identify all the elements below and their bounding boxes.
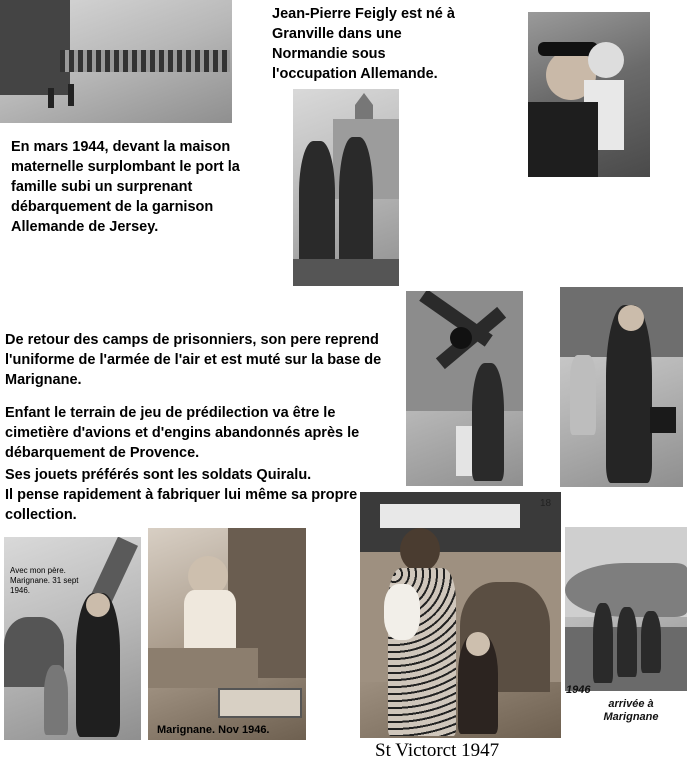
photo-child-sitting-marignane [148, 528, 306, 740]
caption-year-1946: 1946 [566, 684, 591, 696]
photo-propeller-plane [406, 291, 523, 486]
photo-two-german-soldiers [293, 89, 399, 286]
photo-arrival-plane [565, 527, 687, 691]
collection-text: Il pense rapidement à fabriquer lui même sa propre collection. [5, 487, 358, 523]
intro-text: Jean-Pierre Feigly est né à Granville dans une Normandie sous l'occupation Allemande. [272, 6, 455, 82]
photo-with-father-marignane [4, 537, 141, 740]
photo-mother-baby-child: 18 [360, 492, 561, 738]
photo-german-soldiers-parade [0, 0, 232, 123]
mars-1944-text: En mars 1944, devant la maison maternelle surplombant le port la famille subi un surprenant débarquement de la garnison Allemande de Jersey. [11, 139, 240, 235]
photo-officer-walking [560, 287, 683, 487]
caption-avec-pere: Avec mon père. Marignane. 31 sept 1946. [10, 566, 79, 595]
caption-marignane-nov-1946: Marignane. Nov 1946. [157, 724, 270, 736]
caption-st-victoret-1947: St Victorct 1947 [375, 740, 500, 761]
caption-arrivee-marignane: arrivée à Marignane [603, 698, 659, 723]
enfant-text: Enfant le terrain de jeu de prédilection va être le cimetière d'avions et d'engins abandonnés après le débarquement de Provence. [5, 405, 360, 461]
retour-text: De retour des camps de prisonniers, son pere reprend l'uniforme de l'armée de l'air et est muté sur la base de Marignane. [5, 332, 382, 388]
photo-sailor-with-child [528, 12, 650, 177]
jouets-text: Ses jouets préférés sont les soldats Quiralu. [5, 467, 312, 483]
